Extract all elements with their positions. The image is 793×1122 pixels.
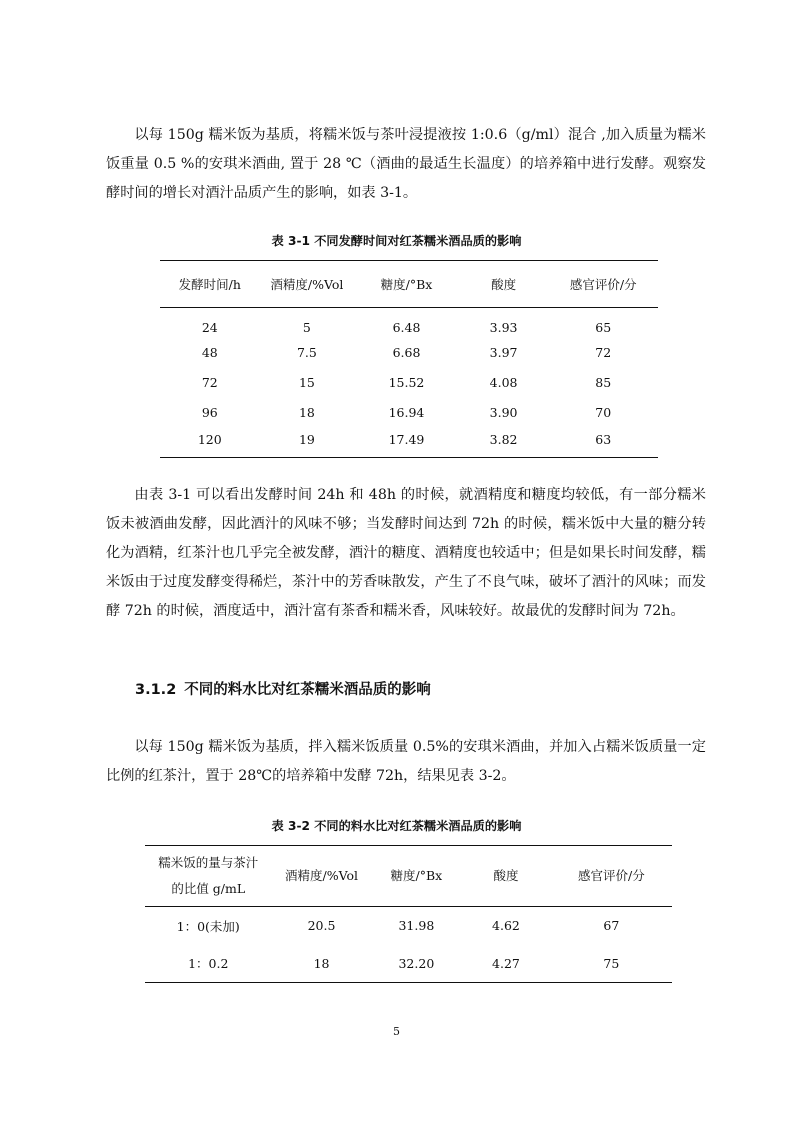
- column-header: 感官评价/分: [551, 846, 672, 907]
- column-header: 酒精度/%Vol: [271, 846, 371, 907]
- table-cell: 63: [595, 431, 612, 447]
- table-cell: 20.5: [307, 918, 336, 934]
- table-cell: 17.49: [388, 431, 425, 447]
- table-cell: 32.20: [398, 955, 435, 971]
- table-cell: 24: [201, 320, 218, 336]
- paragraph-method: 以每 150g 糯米饭为基质，拌入糯米饭质量 0.5%的安琪米酒曲，并加入占糯米饭质量一定比例的红茶汁，置于 28℃的培养箱中发酵 72h，结果见表 3-2。: [106, 739, 706, 784]
- table-cell: 1：0(未加): [176, 918, 240, 934]
- table-cell: 4.27: [492, 955, 520, 971]
- column-header-line: 的比值 g/mL: [171, 881, 246, 896]
- table-cell: 6.48: [392, 320, 421, 336]
- table-cell: 18: [298, 405, 315, 420]
- table-row: [160, 338, 658, 368]
- table-cell: 7.5: [296, 345, 317, 360]
- table-cell: 96: [201, 405, 218, 420]
- table-cell: 3.93: [489, 320, 518, 336]
- table-3-1: [160, 260, 658, 458]
- table-cell: 4.08: [489, 375, 518, 390]
- table-cell: 120: [197, 431, 222, 447]
- table-row: [145, 945, 672, 983]
- table-row: [160, 368, 658, 398]
- column-header: 酒精度/%Vol: [260, 261, 355, 308]
- section-title: 不同的料水比对红茶糯米酒品质的影响: [184, 682, 431, 698]
- table-cell: 15.52: [388, 375, 425, 390]
- table-header-row: [160, 261, 658, 308]
- column-header: 感官评价/分: [548, 261, 658, 308]
- table-cell: 72: [201, 375, 218, 390]
- column-header: 糖度/°Bx: [372, 846, 462, 907]
- table-cell: 1：0.2: [188, 956, 229, 972]
- table-row: [160, 398, 658, 428]
- column-header: [145, 846, 271, 907]
- column-header: 糖度/°Bx: [354, 261, 459, 308]
- table-cell: 48: [201, 345, 218, 360]
- section-number: 3.1.2: [135, 682, 177, 698]
- table-row: [160, 428, 658, 458]
- table-cell: 5: [302, 320, 311, 336]
- table-cell: 75: [603, 955, 620, 971]
- table-cell: 18: [313, 955, 330, 971]
- paragraph-analysis: 由表 3-1 可以看出发酵时间 24h 和 48h 的时候，就酒精度和糖度均较低，有一部分糯米饭未被酒曲发酵，因此酒汁的风味不够；当发酵时间达到 72h 的时候，糯米饭中大量的糖分转化为酒精，红茶汁也几乎完全被发酵，酒汁的糖度、酒精度也较适中；但是如果长时间发酵，糯米饭由于过度发酵变得稀烂，茶汁中的芳香味散发，产生了不良气味，破坏了酒汁的风味；而发酵 72h 的时候，酒度适中，酒汁富有茶香和糯米香，风味较好。故最优的发酵时间为 72h。: [106, 487, 706, 619]
- table-cell: 85: [595, 375, 612, 390]
- table-cell: 6.68: [392, 345, 421, 360]
- table-cell: 16.94: [388, 405, 425, 420]
- table-cell: 4.62: [492, 918, 520, 934]
- table-cell: 70: [595, 405, 612, 420]
- paragraph-intro: 以每 150g 糯米饭为基质，将糯米饭与茶叶浸提液按 1:0.6（g/ml）混合 ,加入质量为糯米饭重量 0.5 %的安琪米酒曲, 置于 28 ℃（酒曲的最适生长温度）的培养箱中进行发酵。观察发酵时间的增长对酒汁品质产生的影响，如表 3-1。: [106, 127, 706, 201]
- table-cell: 67: [603, 918, 620, 934]
- table-3-2-caption: 表 3-2 不同的料水比对红茶糯米酒品质的影响: [271, 819, 522, 833]
- table-header-row: [145, 846, 672, 907]
- table-cell: 15: [298, 375, 315, 390]
- table-row: [145, 907, 672, 945]
- section-heading: [135, 678, 431, 699]
- table-row: [160, 308, 658, 338]
- table-cell: 3.82: [489, 431, 518, 447]
- column-header: 酸度: [461, 846, 551, 907]
- column-header: 发酵时间/h: [160, 261, 260, 308]
- table-cell: 19: [298, 431, 315, 447]
- column-header-line: 糯米饭的量与茶汁: [158, 855, 259, 870]
- table-cell: 72: [595, 345, 612, 360]
- table-cell: 31.98: [398, 918, 435, 934]
- table-cell: 65: [595, 320, 612, 336]
- table-3-2: [145, 845, 672, 983]
- column-header: 酸度: [459, 261, 549, 308]
- table-3-1-caption: 表 3-1 不同发酵时间对红茶糯米酒品质的影响: [271, 234, 522, 248]
- table-cell: 3.97: [489, 345, 518, 360]
- page-number: 5: [393, 1025, 400, 1038]
- table-cell: 3.90: [489, 405, 518, 420]
